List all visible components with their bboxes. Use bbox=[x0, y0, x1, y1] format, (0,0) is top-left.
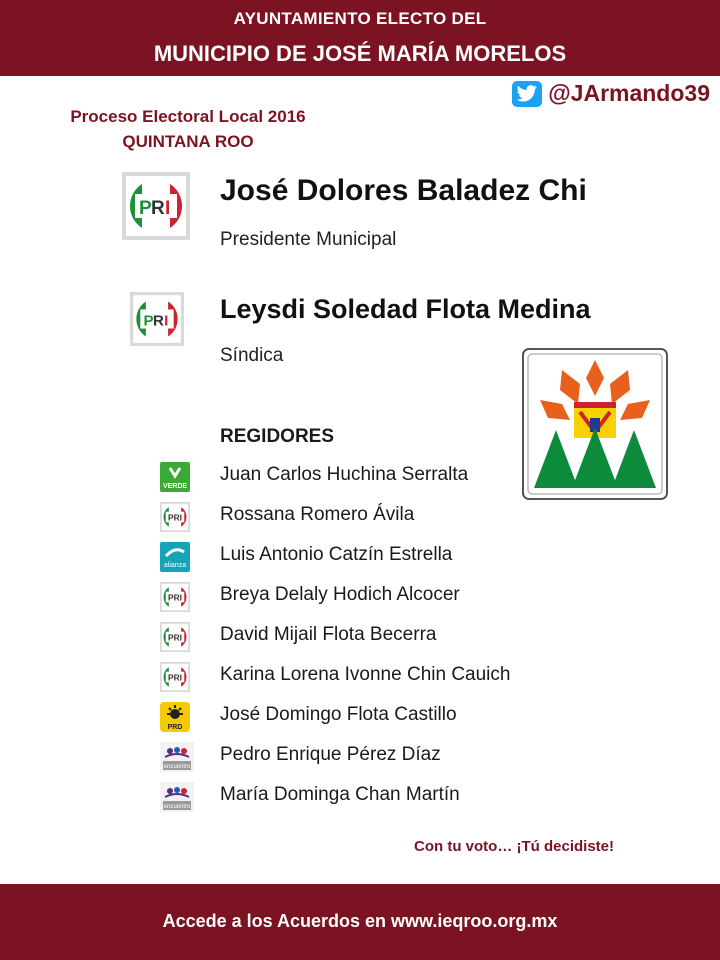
svg-text:PRD: PRD bbox=[167, 724, 183, 731]
list-item bbox=[0, 778, 600, 818]
pri-logo bbox=[160, 502, 190, 532]
regidor-name: Juan Carlos Huchina Serralta bbox=[220, 464, 469, 485]
svg-text:PRI: PRI bbox=[168, 672, 182, 683]
list-item bbox=[0, 538, 600, 578]
list-item bbox=[0, 618, 600, 658]
prd-logo bbox=[160, 702, 190, 732]
regidor-name: Rossana Romero Ávila bbox=[220, 504, 415, 525]
encuentro-social-logo bbox=[160, 742, 190, 772]
president-name: José Dolores Baladez Chi bbox=[220, 174, 587, 207]
list-item bbox=[0, 458, 600, 498]
svg-text:P: P bbox=[139, 198, 152, 219]
list-item bbox=[0, 698, 600, 738]
regidor-name: David Mijail Flota Becerra bbox=[220, 624, 437, 645]
svg-text:alianza: alianza bbox=[163, 562, 187, 569]
svg-text:P: P bbox=[143, 312, 154, 330]
list-item bbox=[0, 738, 600, 778]
regidores-heading: REGIDORES bbox=[220, 426, 335, 447]
process-state: QUINTANA ROO bbox=[122, 132, 254, 151]
encuentro-social-logo bbox=[160, 782, 190, 812]
svg-text:I: I bbox=[165, 198, 171, 219]
regidor-name: José Domingo Flota Castillo bbox=[220, 704, 457, 725]
svg-text:PRI: PRI bbox=[168, 512, 182, 523]
list-item bbox=[0, 658, 600, 698]
pri-logo bbox=[160, 582, 190, 612]
svg-text:PRI: PRI bbox=[168, 592, 182, 603]
regidor-name: María Dominga Chan Martín bbox=[220, 784, 460, 805]
regidor-name: Pedro Enrique Pérez Díaz bbox=[220, 744, 441, 765]
pri-logo bbox=[122, 172, 190, 240]
footer-text[interactable]: Accede a los Acuerdos en www.ieqroo.org.mx bbox=[162, 911, 558, 931]
sindica-name: Leysdi Soledad Flota Medina bbox=[220, 294, 591, 324]
regidor-name: Luis Antonio Catzín Estrella bbox=[220, 544, 453, 565]
svg-text:PRI: PRI bbox=[168, 632, 182, 643]
pri-logo bbox=[160, 662, 190, 692]
twitter-handle[interactable]: @JArmando39 bbox=[548, 80, 710, 106]
svg-text:I: I bbox=[164, 312, 169, 330]
electoral-process bbox=[48, 104, 328, 154]
header-line2: MUNICIPIO DE JOSÉ MARÍA MORELOS bbox=[153, 41, 567, 66]
svg-text:encuentro: encuentro bbox=[163, 764, 191, 770]
header-banner bbox=[0, 0, 720, 76]
svg-text:R: R bbox=[153, 312, 164, 330]
regidor-name: Breya Delaly Hodich Alcocer bbox=[220, 584, 460, 605]
process-title: Proceso Electoral Local 2016 bbox=[70, 107, 306, 126]
sindica-role: Síndica bbox=[220, 345, 284, 366]
slogan: Con tu voto… ¡Tú decidiste! bbox=[414, 838, 614, 855]
list-item bbox=[0, 498, 600, 538]
pri-logo bbox=[130, 292, 184, 346]
pri-logo bbox=[160, 622, 190, 652]
header-line1: AYUNTAMIENTO ELECTO DEL bbox=[233, 9, 487, 28]
list-item bbox=[0, 578, 600, 618]
footer-banner bbox=[0, 884, 720, 960]
twitter-bird-icon bbox=[512, 81, 542, 107]
twitter-handle-block[interactable] bbox=[512, 80, 710, 107]
svg-text:encuentro: encuentro bbox=[163, 804, 191, 810]
regidor-name: Karina Lorena Ivonne Chin Cauich bbox=[220, 664, 511, 685]
president-role: Presidente Municipal bbox=[220, 229, 397, 250]
svg-text:VERDE: VERDE bbox=[162, 483, 188, 490]
verde-logo bbox=[160, 462, 190, 492]
svg-text:R: R bbox=[151, 198, 165, 219]
alianza-logo bbox=[160, 542, 190, 572]
